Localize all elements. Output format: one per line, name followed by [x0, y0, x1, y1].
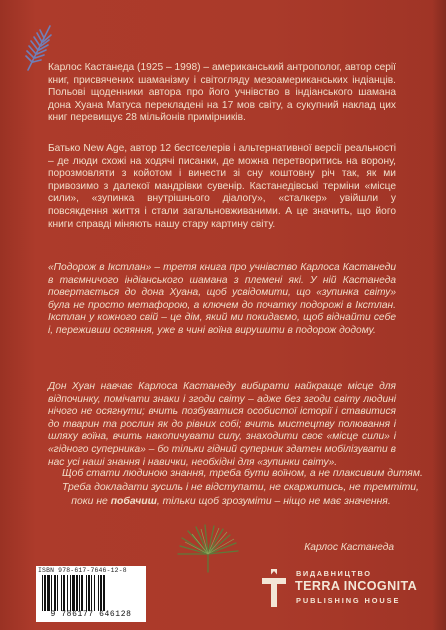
barcode-bar: [94, 575, 95, 611]
publisher-logo-icon: [262, 569, 286, 607]
barcode-bar: [44, 575, 46, 611]
barcode-bar: [88, 575, 90, 611]
barcode-bar: [51, 575, 52, 611]
barcode-bar: [81, 575, 83, 611]
barcode-bar: [103, 575, 105, 611]
barcode-bar: [98, 575, 99, 611]
publisher-subtitle: PUBLISHING HOUSE: [296, 596, 401, 605]
book-description-paragraph: «Подорож в Ікстлан» – третя книга про учнівство Карлоса Кастанеди в таємничого індіанського шамана з племені які. У ній Кастанеда повертається до дона Хуана, щоб усвідомити, що «зупинка світу» була не просто метафорою, а ключем до початку подорожі в Ікстлан. Ікстлан у кожного свій – це дім, який ми покидаємо, щоб віднайти себе і, переживши осяяння, уже в чині воїна вирушити в подорож додому.: [48, 262, 396, 336]
publisher-name: TERRA INCOGNITA: [295, 579, 418, 593]
author-legacy-paragraph: Батько New Age, автор 12 бестселерів і альтернативної версії реальності – де люди схожі на ходячі писанки, де можна перетворитись на ворону, порозмовляти з койотом і винести зі сну коштовну річ так, як ми привозимо з далекої мандрівки сувенір. Кастанедівські терміни «місце сили», «зупинка внутрішнього діалогу», «сталкер» увійшли у повсякдення життя і стали загальновживаними. А це значить, що його книги справді міняють нашу стару картину світу.: [48, 143, 396, 230]
isbn-text: ISBN 978-617-7646-12-8: [38, 567, 127, 574]
quote-line: Щоб стати людиною знання, треба бути воїном, а не плаксивим дитям.: [62, 468, 423, 479]
barcode-bar: [70, 575, 71, 611]
barcode-bar: [79, 575, 80, 611]
barcode-bar: [76, 575, 78, 611]
barcode-bar: [42, 575, 43, 611]
barcode-bar: [67, 575, 68, 611]
publisher-label: ВИДАВНИЦТВО: [296, 569, 372, 578]
quote-line: Треба докладати зусиль і не відступати, не скаржитись, не тремтіти,: [62, 482, 419, 493]
barcode-bar: [54, 575, 56, 611]
barcode-label: [36, 566, 146, 622]
barcode-bar: [91, 575, 92, 611]
barcode-bars: [42, 575, 140, 611]
barcode-bar: [100, 575, 102, 611]
barcode-bar: [86, 575, 87, 611]
quote-author: Карлос Кастанеда: [304, 542, 394, 553]
barcode-bar: [72, 575, 75, 611]
publisher-logo: [262, 567, 418, 617]
barcode-digits: 9 786177 646128: [50, 610, 132, 619]
barcode-bar: [63, 575, 65, 611]
palm-frond-icon: [172, 524, 242, 578]
quote-emphasis: побачиш: [110, 496, 157, 507]
barcode-bar: [47, 575, 50, 611]
author-bio-paragraph: Карлос Кастанеда (1925 – 1998) – американський антрополог, автор серії книг, присвячених шаманізму і світогляду мезоамериканських індіанців. Польові щоденники автора про його учнівство в індіанського шамана дона Хуана Матуса перекладені на 17 мов світу, а сукупний наклад цих книг перевищує 28 мільйонів примірників.: [48, 62, 396, 124]
teachings-paragraph: Дон Хуан навчає Карлоса Кастанеду вибирати найкраще місце для відпочинку, помічати знаки і згоди світу – адже без згоди світу людині нічого не осягнути; вчить позбуватися особистої історії і ставитися до тварин та рослин як до рівних собі; вчить мистецтву полювання і шляху воїна, вчить накопичувати силу, знаходити своє «місце сили» і «гідного суперника» – бо тільки гідний суперник здатен мобілізувати в нас усі наші знання і навички, необхідні для «зупинки світу».: [48, 381, 396, 468]
barcode-bar: [57, 575, 58, 611]
barcode-bar: [61, 575, 62, 611]
epigraph-quote: [62, 467, 423, 509]
quote-line: поки не побачиш, тільки щоб зрозуміти – ніщо не має значення.: [71, 496, 391, 507]
spine-shadow: [432, 0, 446, 630]
